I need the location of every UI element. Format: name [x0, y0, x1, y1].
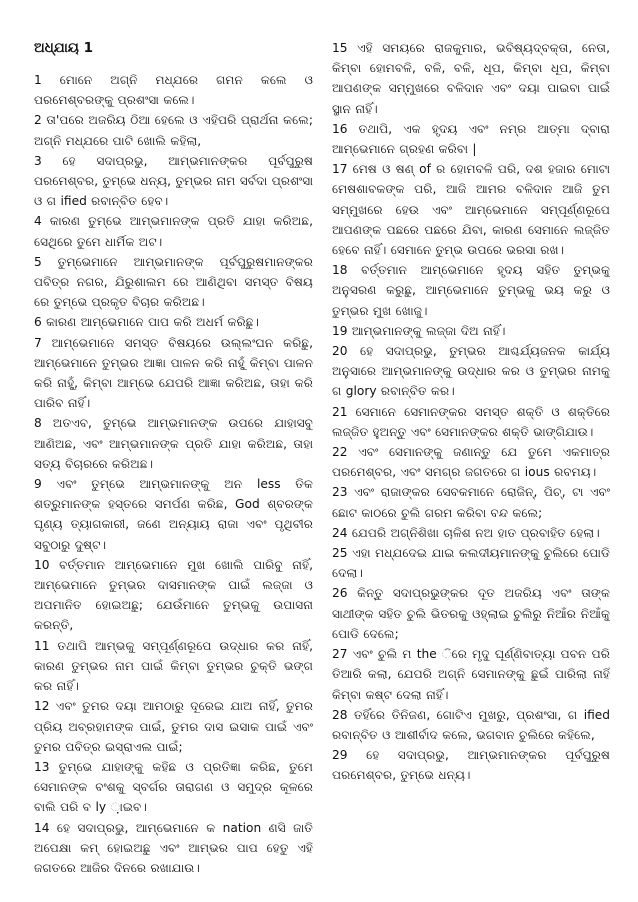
verse-18: 18 ବର୍ତ୍ତମାନ ଆମ୍ଭେମାନେ ହୃଦୟ ସହିତ ତୁମ୍ଭକୁ ଅନୁସରଣ କରୁଛୁ, ଆମ୍ଭେମାନେ ତୁମ୍ଭକୁ ଭୟ କରୁ ଓ ତୁମ୍ଭର ମୁଖ ଖୋଜୁ। [332, 263, 610, 318]
verse-8: 8 ଅତଏବ, ତୁମ୍ଭେ ଆମ୍ଭମାନଙ୍କ ଉପରେ ଯାହାସବୁ ଆଣିଅଛ, ଏବଂ ଆମ୍ଭମାନଙ୍କ ପ୍ରତି ଯାହା କରିଅଛ, ତାହା ସତ୍ୟ ବିଚାରରେ କରିଅଛ। [34, 416, 313, 471]
verse-6: 6 କାରଣ ଆମ୍ଭେମାନେ ପାପ କରି ଅଧର୍ମ କରିଛୁ। [34, 315, 259, 330]
verse-20: 20 ହେ ସଦାପ୍ରଭୁ, ତୁମ୍ଭର ଆଶ୍ଚର୍ଯ୍ୟଜନକ କାର୍ଯ୍ୟ ଅନୁସାରେ ଆମ୍ଭମାନଙ୍କୁ ଉଦ୍ଧାର କର ଓ ତୁମ୍ଭର ନାମକୁ ଗ glory ରବାନ୍ବିତ କର। [332, 344, 610, 399]
verse-11: 11 ତଥାପି ଆମ୍ଭକୁ ସମ୍ପୂର୍ଣ୍ଣରୂପେ ଉଦ୍ଧାର କର ନାହିଁ, କାରଣ ତୁମ୍ଭର ନାମ ପାଇଁ କିମ୍ବା ତୁମ୍ଭର ଚୁକ୍ତି ଭଙ୍ଗ କର ନାହିଁ। [34, 638, 313, 694]
verse-27: 27 ଏବଂ ଚୁଲି ମ the ିରେ ମୃଦୁ ଘୂର୍ଣ୍ଣିବାତ୍ୟା ପବନ ପରି ତିଆରି କଲା, ଯେପରି ଅଗ୍ନି ସେମାନଙ୍କୁ ଛୁଇଁ ପାରିଲା ନାହିଁ କିମ୍ବା କଷ୍ଟ ଦେଲା ନାହିଁ। [332, 647, 610, 702]
verse-25: 25 ଏହା ମଧ୍ଯଦେଇ ଯାଇ କଲଦୀୟମାନଙ୍କୁ ଚୁଲିରେ ପୋଡି ଦେଲା। [332, 546, 610, 581]
verse-26: 26 କିନ୍ତୁ ସଦାପ୍ରଭୁଙ୍କର ଦୂତ ଅଜରିୟ ଏବଂ ତାଙ୍କ ସାଥୀଙ୍କ ସହିତ ଚୁଲି ଭିତରକୁ ଓହ୍ଲାଇ ଚୁଲିରୁ ନିଆଁର ନିଆଁକୁ ପୋଡି ଦେଲେ; [332, 586, 610, 641]
verse-3: 3 ହେ ସଦାପ୍ରଭୁ, ଆମ୍ଭମାନଙ୍କର ପୂର୍ବପୁରୁଷ ପରମେଶ୍ବର, ତୁମ୍ଭେ ଧନ୍ୟ, ତୁମ୍ଭର ନାମ ସର୍ବଦା ପ୍ରଶଂସା ଓ ଗ ified ରବାନ୍ବିତ ହେବ। [34, 153, 313, 209]
verse-21: 21 ସେମାନେ ସେମାନଙ୍କର ସମସ୍ତ ଶକ୍ତି ଓ ଶକ୍ତିରେ ଲଜ୍ଜିତ ହୁଅନ୍ତୁ ଏବଂ ସେମାନଙ୍କର ଶକ୍ତି ଭାଙ୍ଗିଯାଉ। [332, 404, 610, 439]
verse-14: 14 ହେ ସଦାପ୍ରଭୁ, ଆମ୍ଭେମାନେ କ nation ଣସି ଜାତି ଅପେକ୍ଷା କମ୍ ହୋଇଅଛୁ ଏବଂ ଆମ୍ଭର ପାପ ହେତୁ ଏହି ଜଗତରେ ଆଜିର ଦିନରେ ରଖାଯାଉ। [34, 820, 313, 875]
verse-19: 19 ଆମ୍ଭମାନଙ୍କୁ ଲଜ୍ଜା ଦିଅ ନାହିଁ। [332, 323, 506, 338]
right-column [332, 38, 610, 882]
verse-7: 7 ଆମ୍ଭେମାନେ ସମସ୍ତ ବିଷୟରେ ଉଲ୍ଲଂଘନ କରିଛୁ, ଆମ୍ଭେମାନେ ତୁମ୍ଭର ଆଜ୍ଞା ପାଳନ କରି ନାହୁଁ କିମ୍ବା ପାଳନ କରି ନାହୁଁ, କିମ୍ବା ଆମ୍ଭେ ଯେପରି ଆଜ୍ଞା କରିଅଛ, ତାହା କରି ପାରିବ ନାହିଁ। [34, 335, 313, 411]
verse-10: 10 ବର୍ତ୍ତମାନ ଆମ୍ଭେମାନେ ମୁଖ ଖୋଲି ପାରିବୁ ନାହିଁ, ଆମ୍ଭେମାନେ ତୁମ୍ଭର ଦାସମାନଙ୍କ ପାଇଁ ଲଜ୍ଜା ଓ ଅପମାନିତ ହୋଇଅଛୁ; ଯେଉଁମାନେ ତୁମ୍ଭକୁ ଉପାସନା କରନ୍ତି, [34, 557, 313, 633]
verse-1: 1 ମୋନେ ଅଗ୍ନି ମଧ୍ଯରେ ଗମନ କଲେ ଓ ପରମେଶ୍ବରଙ୍କୁ ପ୍ରଶଂସା କଲେ। [34, 73, 313, 108]
verse-12: 12 ଏବଂ ତୁମର ଦୟା ଆମଠାରୁ ଦୂରେଇ ଯାଅ ନାହିଁ, ତୁମର ପ୍ରିୟ ଅବ୍ରହାମଙ୍କ ପାଇଁ, ତୁମର ଦାସ ଇସାକ ପାଇଁ ଏବଂ ତୁମର ପବିତ୍ର ଇସ୍ରାଏଲ ପାଇଁ; [34, 699, 313, 754]
verse-23: 23 ଏବଂ ରାଜାଙ୍କର ସେବକମାନେ ରୋଜିନ୍, ପିଚ୍, ଟା ଏବଂ ଛୋଟ କାଠରେ ଚୁଲି ଗରମ କରିବା ବନ୍ଦ କଲେ; [332, 485, 610, 520]
verse-17: 17 ମେଷ ଓ ଷଣ୍ of ର ହୋମବଳି ପରି, ଦଶ ହଜାର ମୋଟା ମେଷଶାବକଙ୍କ ପରି, ଆଜି ଆମର ବଳିଦାନ ଆଜି ତୁମ ସମ୍ମୁଖରେ ହେଉ ଏବଂ ଆମ୍ଭେମାନେ ସମ୍ପୂର୍ଣ୍ଣରୂପେ ଆପଣଙ୍କ ପଛରେ ପଛରେ ଯିବା, କାରଣ ସେମାନେ ଲଜ୍ଜିତ ହେବେ ନାହିଁ। ସେମାନେ ତୁମ୍ଭ ଉପରେ ଭରସା ରଖ। [332, 162, 610, 258]
verse-5: 5 ତୁମ୍ଭେମାନେ ଆମ୍ଭମାନଙ୍କ ପୂର୍ବପୁରୁଷମାନଙ୍କର ପବିତ୍ର ନଗର, ଯିରୁଶାଲମ ରେ ଆଣିଥିବା ସମସ୍ତ ବିଷୟ ରେ ତୁମ୍ଭେ ପ୍ରକୃତ ବିଚାର କରିଅଛ। [34, 254, 313, 310]
left-column [34, 38, 313, 882]
verse-24: 24 ଯେପରି ଅଗ୍ନିଶିଖା ଚାଳିଶ ନଅ ହାତ ପ୍ରବାହିତ ହେଲା। [332, 525, 600, 540]
chapter-title: ଅଧ୍ଯାୟ 1 [34, 40, 94, 56]
verse-2: 2 ତା'ପରେ ଅଜରିୟ ଠିଆ ହେଲେ ଓ ଏହିପରି ପ୍ରାର୍ଥନା କଲେ; ଅଗ୍ନି ମଧ୍ଯରେ ପାଟି ଖୋଲି କହିଲା, [34, 113, 313, 148]
verse-16: 16 ତଥାପି, ଏକ ହୃଦୟ ଏବଂ ନମ୍ର ଆତ୍ମା ଦ୍ବାରା ଆମ୍ଭେମାନେ ଗ୍ରହଣ କରିବା | [332, 121, 610, 157]
verse-4: 4 କାରଣ ତୁମ୍ଭେ ଆମ୍ଭମାନଙ୍କ ପ୍ରତି ଯାହା କରିଅଛ, ସେଥିରେ ତୁମେ ଧାର୍ମିକ ଅଟ। [34, 214, 313, 249]
verse-29: 29 ହେ ସଦାପ୍ରଭୁ, ଆମ୍ଭମାନଙ୍କର ପୂର୍ବପୁରୁଷ ପରମେଶ୍ବର, ତୁମ୍ଭେ ଧନ୍ୟ। [332, 748, 610, 783]
verse-9: 9 ଏବଂ ତୁମ୍ଭେ ଆମ୍ଭମାନଙ୍କୁ ଅନ less ତିକ ଶତ୍ରୁମାନଙ୍କ ହସ୍ତରେ ସମର୍ପଣ କରିଛ, God ଶ୍ବରଙ୍କ ଘୃଣ୍ୟ ତ୍ୟାଗକାରୀ, ଜଣେ ଅନ୍ୟାୟ ରାଜା ଏବଂ ପୃଥିବୀର ସବୁଠାରୁ ଦୁଷ୍ଟ। [34, 477, 313, 552]
verse-15: 15 ଏହି ସମୟରେ ରାଜକୁମାର, ଭବିଷ୍ୟଦ୍ବକ୍ତା, ନେତା, କିମ୍ବା ହୋମବଳି, ବଳି, ବଳି, ଧୂପ, କିମ୍ବା ଧୂପ, କିମ୍ବା ଆପଣଙ୍କ ସମ୍ମୁଖରେ ବଳିଦାନ ଏବଂ ଦୟା ପାଇବା ପାଇଁ ସ୍ଥାନ ନାହିଁ। [332, 41, 610, 116]
verse-22: 22 ଏବଂ ସେମାନଙ୍କୁ ଜଣାନ୍ତୁ ଯେ ତୁମେ ଏକମାତ୍ର ପରମେଶ୍ବର, ଏବଂ ସମଗ୍ର ଜଗତରେ ଗ ious ରବମୟ। [332, 445, 610, 480]
verse-28: 28 ତହିଁରେ ତିନିଜଣ, ଗୋଟିଏ ମୁଖରୁ, ପ୍ରଶଂସା, ଗ ified ରବାନ୍ବିତ ଓ ଆଶୀର୍ବାଦ କଲେ, ଭଗବାନ ଚୁଲିରେ କହିଲେ, [332, 707, 610, 742]
verse-13: 13 ତୁମ୍ଭେ ଯାହାଙ୍କୁ କହିଛ ଓ ପ୍ରତିଜ୍ଞା କରିଛ, ତୁମେ ସେମାନଙ୍କ ବଂଶକୁ ସ୍ବର୍ଗର ତାରାଗଣ ଓ ସମୁଦ୍ର କୂଳରେ ବାଲି ପରି ବ ly ଼ାଇବ। [34, 759, 313, 815]
